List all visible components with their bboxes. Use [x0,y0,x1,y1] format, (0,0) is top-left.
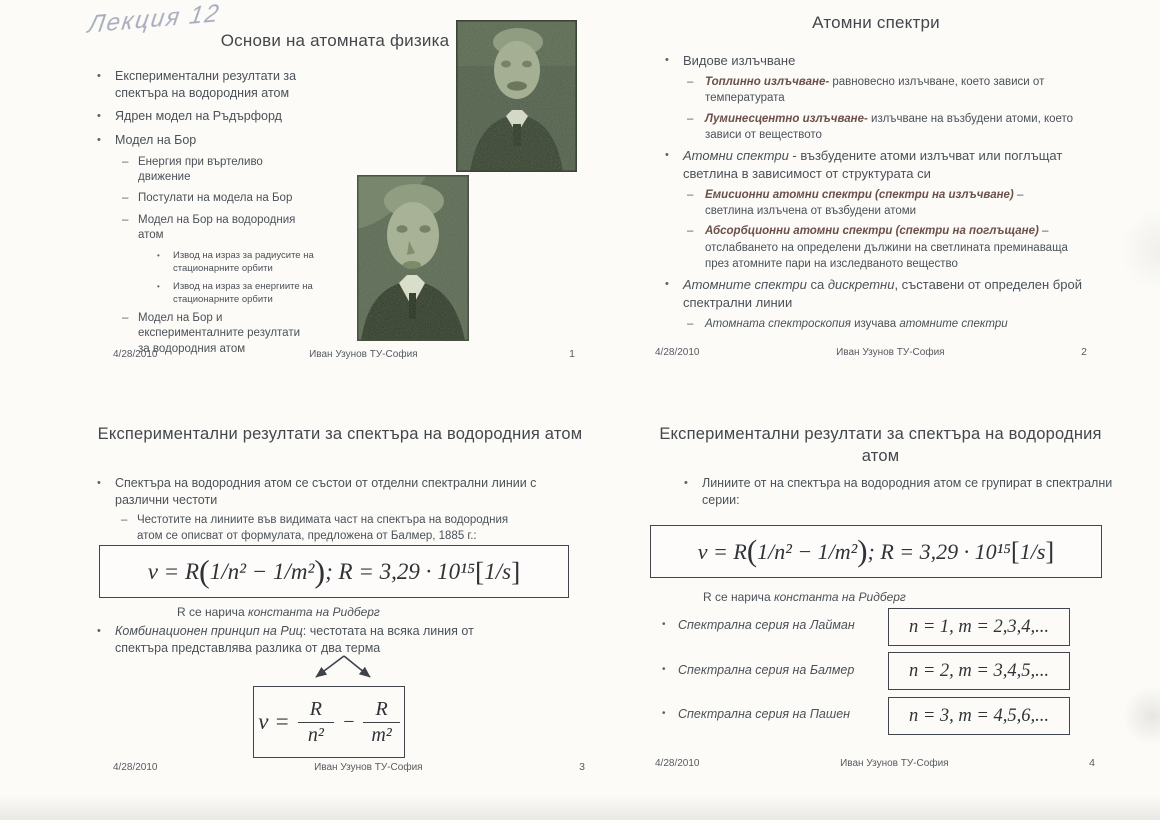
series-formula-box-lyman: n = 1, m = 2,3,4,... [888,608,1070,646]
balmer-formula-box: ν = R ( 1/n² − 1/m² ) ; R = 3,29 · 10¹⁵ [ 1/s ] [99,545,569,598]
slide-2-title: Атомни спектри [812,13,940,32]
footer-page-number: 1 [569,348,575,360]
bullet-item: • Експериментални резултати за спектъра на водородния атом [85,68,331,101]
rydberg-constant-note: R се нарича константа на Ридберг [703,590,906,604]
series-formula-box-balmer: n = 2, m = 3,4,5,... [888,652,1070,690]
footer-date: 4/28/2010 [113,349,158,360]
footer-author: Иван Узунов ТУ-София [840,758,949,769]
footer-author: Иван Узунов ТУ-София [836,347,945,358]
series-label-lyman: • Спектрална серия на Лайман [678,618,855,632]
bullet-item: – Атомната спектроскопия изучава атомните спектри [655,316,1075,332]
rydberg-constant-note: R се нарича константа на Ридберг [177,605,380,619]
bullet-item: – Модел на Бор на водородния атом [85,213,305,243]
bullet-item: • Видове излъчване [655,52,1103,69]
footer-page-number: 4 [1089,757,1095,769]
slide-4 [650,415,1155,807]
bullet-item: – Енергия при въртеливо движение [85,155,305,185]
bullet-item: – Топлинно излъчване- равновесно излъчване, което зависи от температурата [655,74,1075,107]
handwritten-annotation: Лекция 12 [86,0,223,40]
slide-3-title: Експериментални резултати за спектъра на водородния атом [97,425,583,443]
footer-page-number: 3 [579,761,585,773]
bullet-item: – Честотите на линиите във видимата част на спектъра на водородния атом се описват от формулата, предложена от Балмер, 1885 г.: [85,512,533,544]
ritz-principle-formula-box: ν = $\frac{R}{\text{n²}}$ − $\frac{R}{\text{m²}}$ [253,686,405,758]
bullet-item: – Абсорбционни атомни спектри (спектри на поглъщане) – отслабването на определени дължини на светлината преминаваща през атомните пари на изследваното вещество [655,223,1075,272]
rutherford-portrait-photo [456,20,577,172]
footer-date: 4/28/2010 [655,347,700,358]
footer-author: Иван Узунов ТУ-София [314,762,423,773]
bullet-item: – Модел на Бор и експерименталните резултати за водородния атом [85,311,305,357]
footer-author: Иван Узунов ТУ-София [309,349,418,360]
series-label-paschen: • Спектрална серия на Пашен [678,707,850,721]
slide-footer [655,757,1095,769]
slide-2-bullet-list [655,52,1103,336]
bullet-item: • Извод на израз за енергиите на стационарните орбити [85,280,327,306]
slide-2 [655,8,1145,368]
bullet-item: • Модел на Бор [85,132,331,149]
bohr-portrait-photo [357,175,469,341]
slide-footer [655,346,1087,358]
bullet-item: • Извод на израз за радиусите на стационарните орбити [85,249,327,275]
bullet-item: • Атомни спектри - възбудените атоми излъчват или поглъщат светлина в зависимост от структурата си [655,147,1103,181]
slide-footer [113,761,585,773]
balmer-formula-box: ν = R ( 1/n² − 1/m² ) ; R = 3,29 · 10¹⁵ [ 1/s ] [650,525,1102,578]
series-label-balmer: • Спектрална серия на Балмер [678,663,854,677]
bullet-item: – Постулати на модела на Бор [85,191,305,206]
term-pointer-arrows [307,652,387,684]
bullet-item: – Емисионни атомни спектри (спектри на излъчване) – светлина излъчена от възбудени атоми [655,187,1075,220]
bullet-item: – Луминесцентно излъчване- излъчване на възбудени атоми, което зависи от веществото [655,111,1075,144]
slide-1 [85,18,585,373]
series-formula-box-paschen: n = 3, m = 4,5,6,... [888,697,1070,735]
bullet-item: • Комбинационен принцип на Риц: честотата на всяка линия от спектъра представлява разлика от два терма [85,623,525,656]
bullet-item: • Линиите от на спектъра на водородния атом се групират в спектрални серии: [672,475,1114,508]
bullet-item: • Спектъра на водородния атом се състои от отделни спектрални линии с различни честоти [85,475,537,508]
slide-footer [113,348,575,360]
bullet-item: • Ядрен модел на Ръдърфорд [85,108,331,125]
slide-1-title: Основи на атомната физика [220,31,450,50]
slide-1-bullet-list [85,68,331,363]
footer-date: 4/28/2010 [655,758,700,769]
footer-date: 4/28/2010 [113,762,158,773]
slide-3 [85,415,595,810]
bullet-item: • Атомните спектри са дискретни, съставени от определен брой спектрални линии [655,276,1103,310]
footer-page-number: 2 [1081,346,1087,358]
slide-4-title: Експериментални резултати за спектъра на водородния атом [659,425,1102,466]
